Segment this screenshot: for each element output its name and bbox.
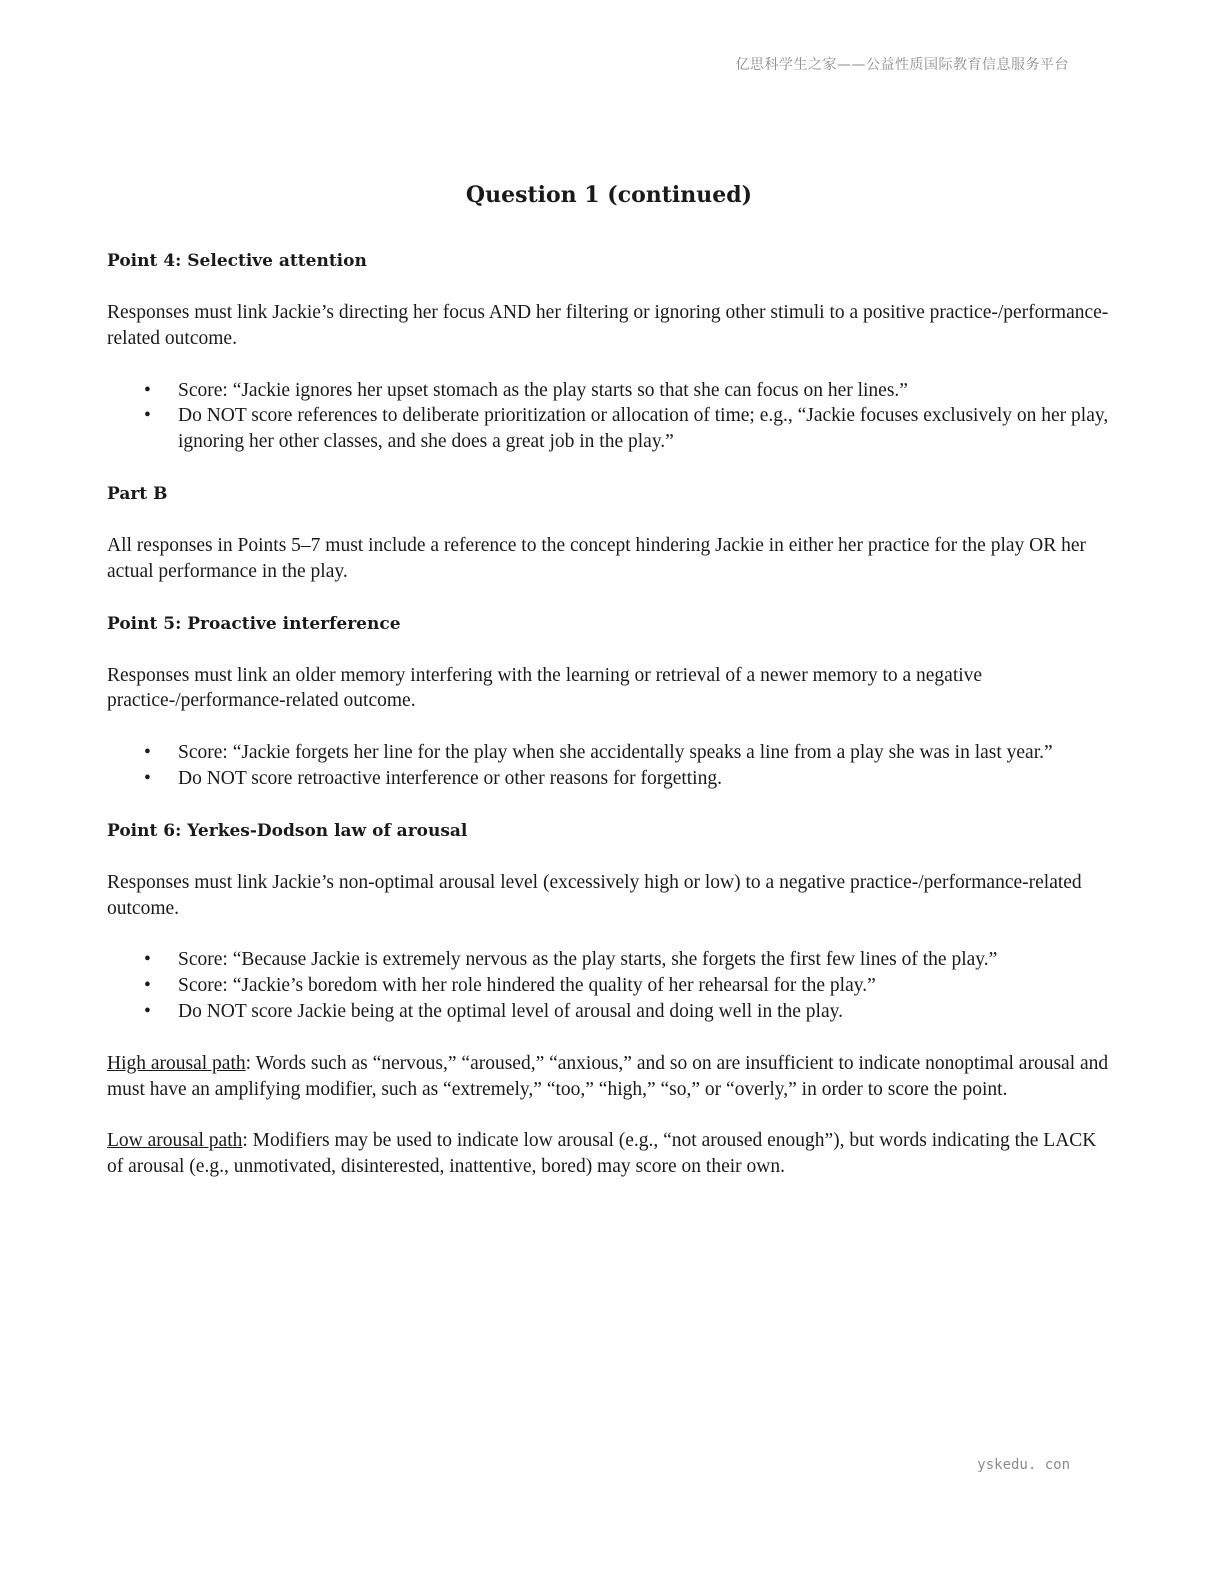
point4-intro: Responses must link Jackie’s directing her focus AND her filtering or ignoring other stimuli to a positive practice-/performance-related outcome. — [107, 302, 1109, 349]
point6-bullet-list — [107, 947, 1111, 1024]
partB-intro: All responses in Points 5–7 must include a reference to the concept hindering Jackie in either her practice for the play OR her actual performance in the play. — [107, 534, 1087, 582]
high-arousal-paragraph — [107, 1051, 1111, 1103]
point6-bullet: • Score: “Jackie’s boredom with her role hindered the quality of her rehearsal for the play.” — [178, 973, 1111, 999]
point5-bullet: • Score: “Jackie forgets her line for the play when she accidentally speaks a line from a play she was in last year.” — [178, 740, 1111, 766]
point5-intro: Responses must link an older memory interfering with the learning or retrieval of a newer memory to a negative practice-/performance-related outcome. — [107, 664, 983, 712]
point6-bullet: • Score: “Because Jackie is extremely nervous as the play starts, she forgets the first few lines of the play.” — [178, 947, 1111, 973]
high-arousal-text: : Words such as “nervous,” “aroused,” “anxious,” and so on are insufficient to indicate nonoptimal arousal and must have an amplifying modifier, such as “extremely,” “too,” “high,” “so,” or “overly,” in order to score the point. — [107, 1052, 1109, 1100]
point6-heading: Point 6: Yerkes-Dodson law of arousal — [107, 820, 468, 841]
document-page — [107, 178, 1111, 1206]
point5-heading: Point 5: Proactive interference — [107, 613, 401, 634]
footer-watermark: yskedu. con — [977, 1457, 1070, 1473]
low-arousal-label: Low arousal path — [107, 1130, 243, 1152]
point5-bullet-list — [107, 740, 1111, 792]
low-arousal-paragraph — [107, 1128, 1111, 1180]
point4-bullet: • Do NOT score references to deliberate prioritization or allocation of time; e.g., “Jackie focuses exclusively on her play, ignoring her other classes, and she does a great job in the play.” — [178, 403, 1111, 455]
point6-bullet: • Do NOT score Jackie being at the optimal level of arousal and doing well in the play. — [178, 999, 1111, 1025]
low-arousal-text: : Modifiers may be used to indicate low arousal (e.g., “not aroused enough”), but words indicating the LACK of arousal (e.g., unmotivated, disinterested, inattentive, bored) may score on their own. — [107, 1130, 1097, 1178]
page-title: Question 1 (continued) — [465, 182, 753, 208]
high-arousal-label: High arousal path — [107, 1052, 246, 1074]
point4-bullet: • Score: “Jackie ignores her upset stomach as the play starts so that she can focus on her lines.” — [178, 378, 1111, 404]
point6-intro: Responses must link Jackie’s non-optimal arousal level (excessively high or low) to a negative practice-/performance-related outcome. — [107, 871, 1082, 919]
point4-bullet-list — [107, 378, 1111, 455]
partB-heading: Part B — [107, 483, 168, 504]
header-watermark: 亿思科学生之家——公益性质国际教育信息服务平台 — [735, 57, 1069, 73]
point4-heading: Point 4: Selective attention — [107, 251, 367, 271]
point5-bullet: • Do NOT score retroactive interference or other reasons for forgetting. — [178, 766, 1111, 792]
